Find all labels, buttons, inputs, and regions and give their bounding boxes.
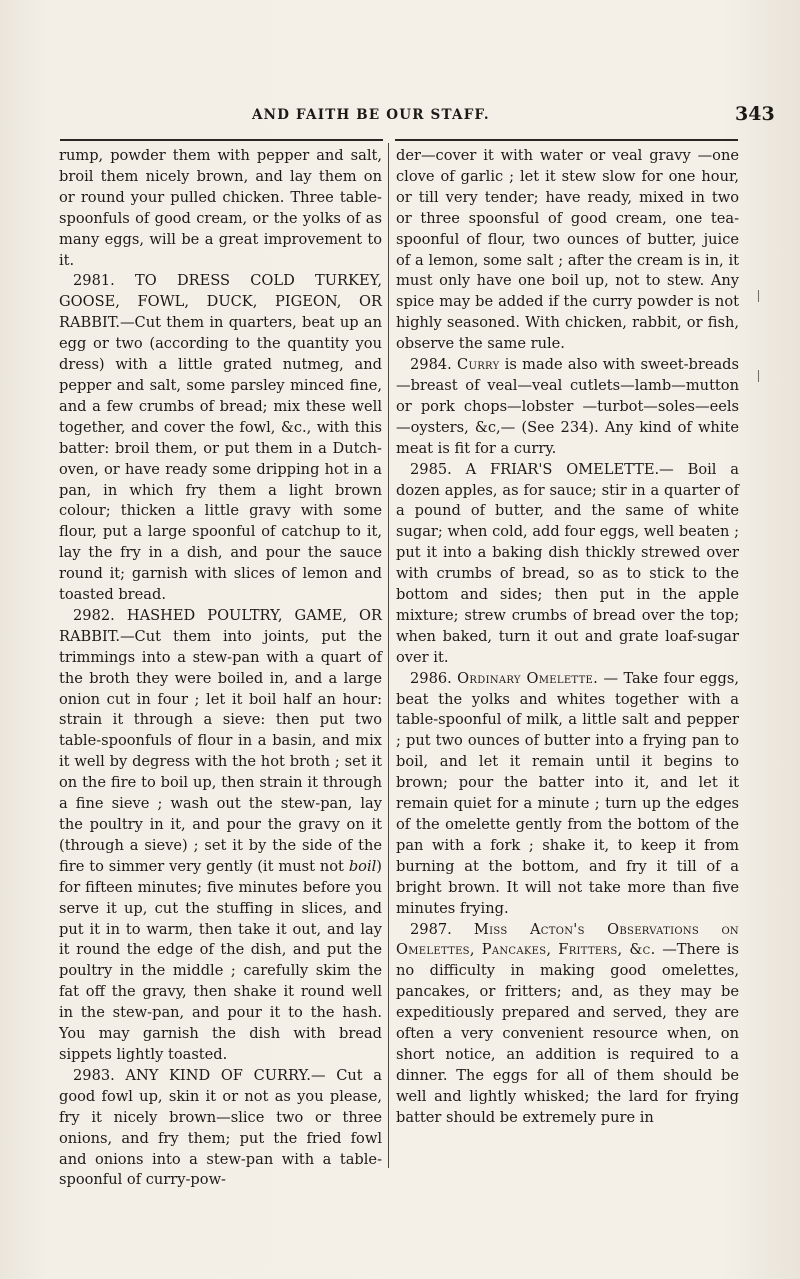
entry-2983: 2983. ANY KIND OF CURRY.— Cut a good fowl up, skin it or not as you please, fry it nicely brown—slice two or three onions, and fry them; put the fried fowl and onions into a stew-pan with a table-spoonful of curry-pow- [59,1066,382,1189]
entry-2986-text: — Take four eggs, beat the yolks and whites together with a table-spoonful of milk, a little salt and pepper ; put two ounces of butter into a frying pan to boil, and let it remain until it begins to brown; pour the batter into it, and let it remain quiet for a minute ; turn up the edges of the omelette gently from the bottom of the pan with a fork ; shake it, to keep it from burning at the bottom, and fry it till of a bright brown. It will not take more than five minutes frying. [396,669,739,917]
left-paragraph-continuation: rump, powder them with pepper and salt, broil them nicely brown, and lay them on or round your pulled chicken. Three table-spoonfuls of good cream, or the yolks of as many eggs, will be a great improvement to it. [59,147,382,269]
margin-mark [758,370,765,382]
entry-2982 [59,606,382,1066]
margin-mark [758,290,765,302]
right-column [396,146,739,1129]
entry-2982-text-b: ) for fifteen minutes; five minutes before you serve it up, cut the stuffing in slices, and put it in to warm, then take it out, and lay it round the edge of the dish, and put the poultry in the middle ; carefully skim the fat off the gravy, then shake it round well in the stew-pan, and pour it to the hash. You may garnish the dish with bread sippets lightly toasted. [59,857,382,1063]
header-rule-right [395,139,738,141]
entry-2984-heading: Curry [457,356,500,374]
entry-2982-text-a: 2982. HASHED POULTRY, GAME, OR RABBIT.—Cut them into joints, put the trimmings into a stew-pan with a quart of the broth they were boiled in, and a large onion cut in four ; let it boil half an hour: strain it through a sieve: then put two table-spoonfuls of flour in a basin, and mix it well by degress with the hot broth ; set it on the fire to boil up, then strain it through a fine sieve ; wash out the stew-pan, lay the poultry in it, and pour the gravy on it (through a sieve) ; set it by the side of the fire to simmer very gently (it must not [59,606,382,875]
entry-2985: 2985. A FRIAR'S OMELETTE.— Boil a dozen apples, as for sauce; stir in a quarter of a pound of butter, and the same of white sugar; when cold, add four eggs, well beaten ; put it into a baking dish thickly strewed over with crumbs of bread, so as to stick to the bottom and sides; then put in the apple mixture; strew crumbs of bread over the top; when baked, turn it out and grate loaf-sugar over it. [396,460,739,666]
entry-2987-heading: Miss Acton's Observations on Omelettes, Pancakes, Fritters, &c. [396,920,739,959]
page-header [0,104,800,134]
entry-2984-number: 2984. [410,356,458,374]
entry-2982-emphasis: boil [348,857,377,875]
entry-2984-text: is made also with sweet-breads—breast of veal—veal cutlets—lamb—mutton or pork chops—lobster —turbot—soles—eels—oysters, &c,— (See 234). Any kind of white meat is fit for a curry. [396,356,739,457]
entry-2987 [396,920,739,1129]
entry-2984 [396,355,739,460]
column-divider [388,143,389,1168]
entry-2986-number: 2986. [410,669,458,687]
entry-2987-text: —There is no difficulty in making good omelettes, pancakes, or fritters; and, as they may be expeditiously prepared and served, they are often a very convenient resource when, on short notice, an addition is required to a dinner. The eggs for all of them should be well and lightly whisked; the lard for frying batter should be extremely pure in [396,941,739,1126]
right-paragraph-continuation: der—cover it with water or veal gravy —one clove of garlic ; let it stew slow for one hour, or till very tender; have ready, mixed in two or three spoonsful of good cream, one tea-spoonful of flour, two ounces of butter, juice of a lemon, some salt ; after the cream is in, it must only have one boil up, not to stew. Any spice may be added if the curry powder is not highly seasoned. With chicken, rabbit, or fish, observe the same rule. [396,147,739,353]
left-column [59,146,382,1191]
entry-2981: 2981. TO DRESS COLD TURKEY, GOOSE, FOWL, DUCK, PIGEON, OR RABBIT.—Cut them in quarters, beat up an egg or two (according to the quantity you dress) with a little grated nutmeg, and pepper and salt, some parsley minced fine, and a few crumbs of bread; mix these well together, and cover the fowl, &c., with this batter: broil them, or put them in a Dutch-oven, or have ready some dripping hot in a pan, in which fry them a light brown colour; thicken a little gravy with some flour, put a large spoonful of catchup to it, lay the fry in a dish, and pour the sauce round it; garnish with slices of lemon and toasted bread. [59,272,382,604]
running-head: AND FAITH BE OUR STAFF. [252,107,490,123]
header-rule-left [60,139,383,141]
entry-2986-heading: Ordinary Omelette. [457,669,599,687]
page-number: 343 [735,103,775,125]
entry-2987-number: 2987. [410,920,474,938]
entry-2986 [396,669,739,920]
